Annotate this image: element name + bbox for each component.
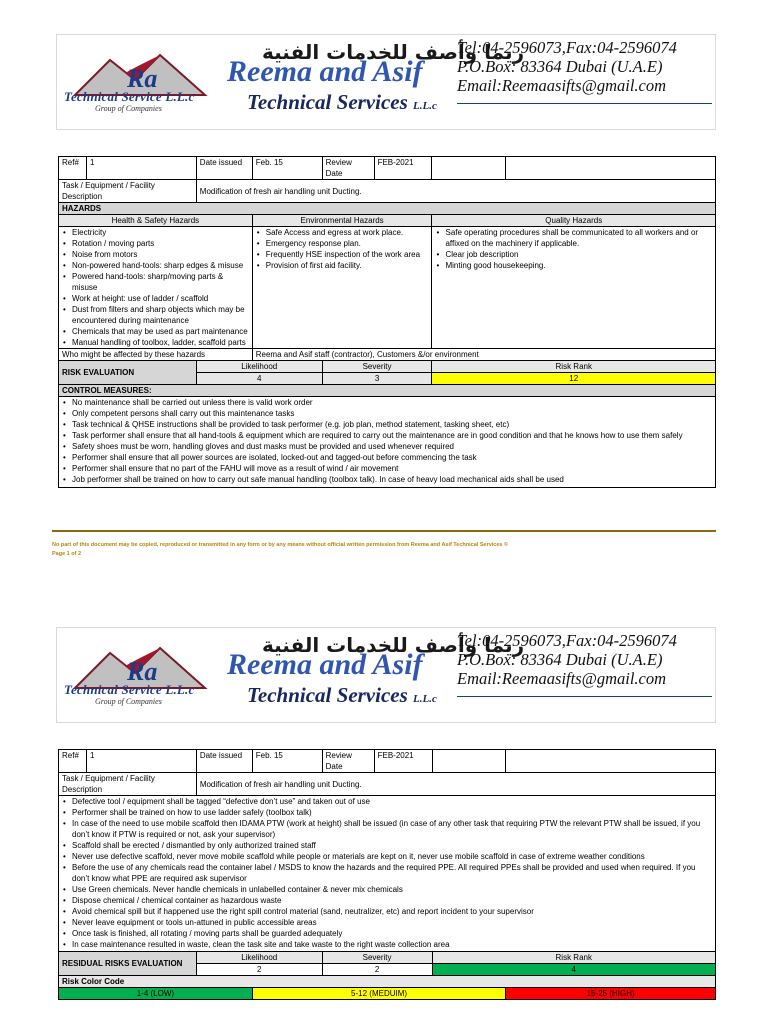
list-item: • Scaffold shall be erected / dismantled by only authorized trained staff	[62, 840, 712, 851]
severity-label: Severity	[322, 952, 432, 964]
brand-sub	[247, 683, 437, 708]
list-item: • Non-powered hand-tools: sharp edges & misuse	[62, 260, 249, 271]
list-item: • Electricity	[62, 227, 249, 238]
risk-medium-band: 5-12 (MEDUIM)	[252, 988, 506, 1000]
date-issued-label: Date issued	[196, 750, 252, 773]
severity-value: 3	[322, 373, 432, 385]
contact-block	[457, 38, 677, 95]
control-measures-cell	[59, 796, 716, 952]
health-hazards-cell	[59, 227, 253, 349]
severity-value: 2	[322, 964, 432, 976]
risk-high-band: 15-25 (HIGH)	[506, 988, 716, 1000]
brand-sub-text: Technical Services	[247, 90, 408, 114]
letterhead	[56, 34, 716, 130]
list-item: • Avoid chemical spill but if happened use the right spill control material (sand, neutralizer, etc) and report incident to your supervisor	[62, 906, 712, 917]
task-value: Modification of fresh air handling unit Ducting.	[196, 180, 715, 203]
logo-text: Technical Service L.L.c	[64, 89, 195, 104]
likelihood-value: 2	[196, 964, 322, 976]
list-item: • Frequently HSE inspection of the work area	[256, 249, 429, 260]
brand-llc: L.L.c	[413, 693, 437, 705]
ref-label: Ref#	[59, 157, 87, 180]
list-item: • Provision of first aid facility.	[256, 260, 429, 271]
company-logo	[65, 638, 225, 718]
task-label: Task / Equipment / Facility Description	[59, 180, 197, 203]
residual-risk-label: RESIDUAL RISKS EVALUATION	[59, 952, 197, 976]
empty-cell	[432, 157, 506, 180]
severity-label: Severity	[322, 361, 432, 373]
list-item: • Safe Access and egress at work place.	[256, 227, 429, 238]
list-item: • Chemicals that may be used as part maintenance	[62, 326, 249, 337]
list-item: • Task technical & QHSE instructions shall be provided to task performer (e.g. job plan, method statement, tasking sheet, etc)	[62, 419, 712, 430]
logo-letters: Ra	[127, 657, 158, 686]
ref-value: 1	[86, 750, 196, 773]
brand-name: Reema and Asif	[227, 55, 423, 88]
list-item: • Safe operating procedures shall be communicated to all workers and or affixed on the machinery if applicable.	[435, 227, 712, 249]
contact-block	[457, 631, 677, 688]
risk-assessment-table-page2	[58, 749, 716, 1000]
contact-tel: Tel:04-2596073,Fax:04-2596074	[457, 631, 677, 650]
task-value: Modification of fresh air handling unit Ducting.	[196, 773, 715, 796]
list-item: • Emergency response plan.	[256, 238, 429, 249]
env-hazards-list	[256, 227, 429, 271]
task-row	[59, 773, 716, 796]
list-item: • Manual handling of toolbox, ladder, scaffold parts	[62, 337, 249, 348]
list-item: • Dust from filters and sharp objects which may be encountered during maintenance	[62, 304, 249, 326]
empty-cell	[506, 750, 716, 773]
review-date-value: FEB-2021	[374, 750, 432, 773]
risk-color-code-heading: Risk Color Code	[59, 976, 716, 988]
list-item: • Never leave equipment or tools un-attuned in public accessible areas	[62, 917, 712, 928]
list-item: • In case maintenance resulted in waste, clean the task site and take waste to the right waste collection area	[62, 939, 712, 950]
list-item: • Performer shall ensure that all power sources are isolated, locked-out and tagged-out before commencing the task	[62, 452, 712, 463]
list-item: • Clear job description	[435, 249, 712, 260]
affected-value: Reema and Asif staff (contractor), Customers &/or environment	[252, 349, 715, 361]
contact-email: Email:Reemaasifts@gmail.com	[457, 76, 667, 95]
arabic-name: ريما وأصف للخدمات الفنية	[262, 40, 525, 64]
list-item: • Minting good housekeeping.	[435, 260, 712, 271]
affected-label: Who might be affected by these hazards	[59, 349, 253, 361]
list-item: • In case of the need to use mobile scaffold then IDAMA PTW (work at height) shall be issued (in case of any other task that requiring PTW the relevant PTW shall be issued, if you don’t know if PTW is required or not, ask your supervisor)	[62, 818, 712, 840]
list-item: • Work at height: use of ladder / scaffold	[62, 293, 249, 304]
health-hazards-list	[62, 227, 249, 348]
list-item: • Safety shoes must be worn, handling gloves and dust masks must be provided and used whenever required	[62, 441, 712, 452]
review-date-label: Review Date	[322, 750, 374, 773]
risk-rank-value: 4	[432, 964, 715, 976]
quality-hazards-cell	[432, 227, 716, 349]
list-item: • Defective tool / equipment shall be tagged “defective don’t use” and taken out of use	[62, 796, 712, 807]
logo-text: Technical Service L.L.c	[64, 682, 195, 697]
contact-underline	[457, 696, 712, 697]
logo-group: Group of Companies	[95, 697, 162, 706]
risk-rank-label: Risk Rank	[432, 952, 715, 964]
list-item: • Powered hand-tools: sharp/moving parts & misuse	[62, 271, 249, 293]
list-item: • Performer shall be trained on how to use ladder safely (toolbox talk)	[62, 807, 712, 818]
empty-cell	[432, 750, 506, 773]
task-row	[59, 180, 716, 203]
date-issued-value: Feb. 15	[252, 750, 322, 773]
quality-hazards-heading: Quality Hazards	[432, 215, 716, 227]
copyright-notice: No part of this document may be copied, reproduced or transmitted in any form or by any means without official written permission from Reema and Asif Technical Services ©	[52, 542, 509, 548]
date-issued-value: Feb. 15	[252, 157, 322, 180]
logo-group: Group of Companies	[95, 104, 162, 113]
list-item: • Performer shall ensure that no part of the FAHU will move as a result of wind / air movement	[62, 463, 712, 474]
brand-sub-text: Technical Services	[247, 683, 408, 707]
brand-sub	[247, 90, 437, 115]
list-item: • Before the use of any chemicals read the container label / MSDS to know the hazards and the required PPE. All required PPEs shall be provided and used when required. If you don’t know what PPE are required ask supervisor	[62, 862, 712, 884]
risk-low-band: 1-4 (LOW)	[59, 988, 253, 1000]
risk-rank-value: 12	[432, 373, 716, 385]
control-measures-list	[62, 397, 712, 485]
company-logo	[65, 45, 225, 125]
control-measures-list	[62, 796, 712, 950]
contact-pobox: P.O.Box: 83364 Dubai (U.A.E)	[457, 650, 663, 669]
risk-evaluation-label: RISK EVALUATION	[59, 361, 197, 385]
list-item: • Task performer shall ensure that all hand-tools & equipment which are required to carry out the maintenance are in good condition and that he knows how to use them safely	[62, 430, 712, 441]
list-item: • Never use defective scaffold, never move mobile scaffold while people or materials are kept on it, never use mobile scaffold in case of extreme weather conditions	[62, 851, 712, 862]
quality-hazards-list	[435, 227, 712, 271]
env-hazards-heading: Environmental Hazards	[252, 215, 432, 227]
brand-llc: L.L.c	[413, 100, 437, 112]
contact-underline	[457, 103, 712, 104]
health-hazards-heading: Health & Safety Hazards	[59, 215, 253, 227]
date-issued-label: Date issued	[196, 157, 252, 180]
page-number: Page 1 of 2	[52, 551, 82, 557]
ref-row	[59, 750, 716, 773]
control-measures-cell	[59, 397, 716, 488]
arabic-name: ريما وأصف للخدمات الفنية	[262, 633, 525, 657]
ref-value: 1	[86, 157, 196, 180]
likelihood-value: 4	[196, 373, 322, 385]
likelihood-label: Likelihood	[196, 952, 322, 964]
ref-row	[59, 157, 716, 180]
list-item: • Once task is finished, all rotating / moving parts shall be guarded adequately	[62, 928, 712, 939]
letterhead	[56, 627, 716, 723]
list-item: • Job performer shall be trained on how to carry out safe manual handling (toolbox talk). In case of heavy load mechanical aids shall be used	[62, 474, 712, 485]
hazards-heading: HAZARDS	[59, 203, 716, 215]
brand-name: Reema and Asif	[227, 648, 423, 681]
likelihood-label: Likelihood	[196, 361, 322, 373]
risk-rank-label: Risk Rank	[432, 361, 716, 373]
footer-rule	[52, 530, 716, 532]
empty-cell	[506, 157, 716, 180]
control-measures-heading: CONTROL MEASURES:	[59, 385, 716, 397]
list-item: • Use Green chemicals. Never handle chemicals in unlabelled container & never mix chemicals	[62, 884, 712, 895]
list-item: • No maintenance shall be carried out unless there is valid work order	[62, 397, 712, 408]
contact-pobox: P.O.Box: 83364 Dubai (U.A.E)	[457, 57, 663, 76]
list-item: • Dispose chemical / chemical container as hazardous waste	[62, 895, 712, 906]
list-item: • Noise from motors	[62, 249, 249, 260]
contact-email: Email:Reemaasifts@gmail.com	[457, 669, 667, 688]
review-date-value: FEB-2021	[374, 157, 432, 180]
ref-label: Ref#	[59, 750, 87, 773]
review-date-label: Review Date	[322, 157, 374, 180]
list-item: • Only competent persons shall carry out this maintenance tasks	[62, 408, 712, 419]
env-hazards-cell	[252, 227, 432, 349]
contact-tel: Tel:04-2596073,Fax:04-2596074	[457, 38, 677, 57]
logo-letters: Ra	[127, 64, 158, 93]
task-label: Task / Equipment / Facility Description	[59, 773, 197, 796]
risk-assessment-table-page1	[58, 156, 716, 488]
list-item: • Rotation / moving parts	[62, 238, 249, 249]
